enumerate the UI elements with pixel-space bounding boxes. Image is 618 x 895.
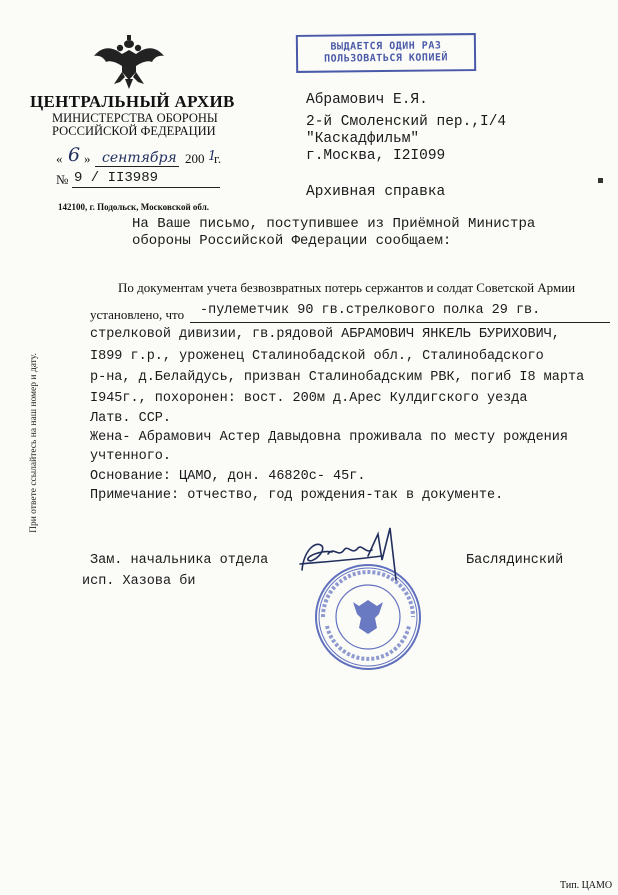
note-line: Примечание: отчество, год рождения-так в документе. — [90, 488, 504, 503]
document-title: Архивная справка — [306, 184, 446, 200]
body-line: р-на, д.Белайдусь, призван Сталинобадским РВК, погиб I8 марта — [90, 370, 585, 385]
postal-address: 142100, г. Подольск, Московской обл. — [58, 202, 209, 212]
signatory-name: Баслядинский — [466, 553, 564, 568]
recipient-name: Абрамович Е.Я. — [306, 92, 428, 108]
form-line-2-label: установлено, что — [90, 307, 185, 322]
intro-line-1: На Ваше письмо, поступившее из Приёмной Министра — [132, 216, 536, 232]
signatory-position: Зам. начальника отдела — [90, 553, 269, 568]
body-line: учтенного. — [90, 449, 172, 464]
recipient-city: г.Москва, I2I099 — [306, 148, 446, 164]
body-line: Латв. ССР. — [90, 411, 172, 426]
body-line: -пулеметчик 90 гв.стрелкового полка 29 гв. — [200, 303, 541, 318]
executor-line: исп. Хазова би — [82, 574, 196, 589]
number-label: № — [56, 172, 69, 187]
intro-line-2: обороны Российской Федерации сообщаем: — [132, 233, 452, 249]
page-speck — [598, 178, 603, 183]
date-year-prefix: 200 — [185, 151, 205, 166]
side-reference-note: При ответе ссылайтесь на наш номер и дату. — [29, 353, 39, 533]
body-line: стрелковой дивизии, гв.рядовой АБРАМОВИЧ ЯНКЕЛЬ БУРИХОВИЧ, — [90, 327, 560, 342]
ministry-line-1: МИНИСТЕРСТВА ОБОРОНЫ — [52, 111, 218, 125]
recipient-street: 2-й Смоленский пер.,I/4 — [306, 114, 507, 130]
ministry-line-2: РОССИЙСКОЙ ФЕДЕРАЦИИ — [52, 124, 216, 138]
date-day: 6 — [68, 144, 81, 166]
recipient-company: "Каскадфильм" — [306, 131, 420, 147]
handwritten-signature — [292, 520, 422, 590]
date-quote-close: » — [84, 151, 91, 166]
printer-mark: Тип. ЦАМО — [560, 880, 613, 891]
body-line: I899 г.р., уроженец Сталинобадской обл., Сталинобадского — [90, 349, 544, 364]
date-year-digit: 1 — [208, 149, 217, 164]
document-number: 9 / II3989 — [74, 170, 159, 186]
stamp-line-2: ПОЛЬЗОВАТЬСЯ КОПИЕЙ — [324, 52, 449, 65]
stamp-line-1: ВЫДАЕТСЯ ОДИН РАЗ — [330, 40, 442, 53]
date-month: сентября — [102, 150, 177, 166]
body-line: Жена- Абрамович Астер Давыдовна проживала по месту рождения — [90, 430, 568, 445]
body-line: I945г., похоронен: вост. 200м д.Арес Кулдигского уезда — [90, 391, 528, 406]
form-line-1: По документам учета безвозвратных потерь сержантов и солдат Советской Армии — [118, 280, 576, 295]
archive-name: ЦЕНТРАЛЬНЫЙ АРХИВ — [30, 92, 235, 111]
date-suffix: г. — [214, 151, 222, 166]
basis-line: Основание: ЦАМО, дон. 46820с- 45г. — [90, 469, 366, 484]
issued-once-stamp — [296, 33, 476, 73]
double-headed-eagle-emblem-icon — [92, 32, 166, 90]
date-quote-open: « — [56, 151, 63, 166]
